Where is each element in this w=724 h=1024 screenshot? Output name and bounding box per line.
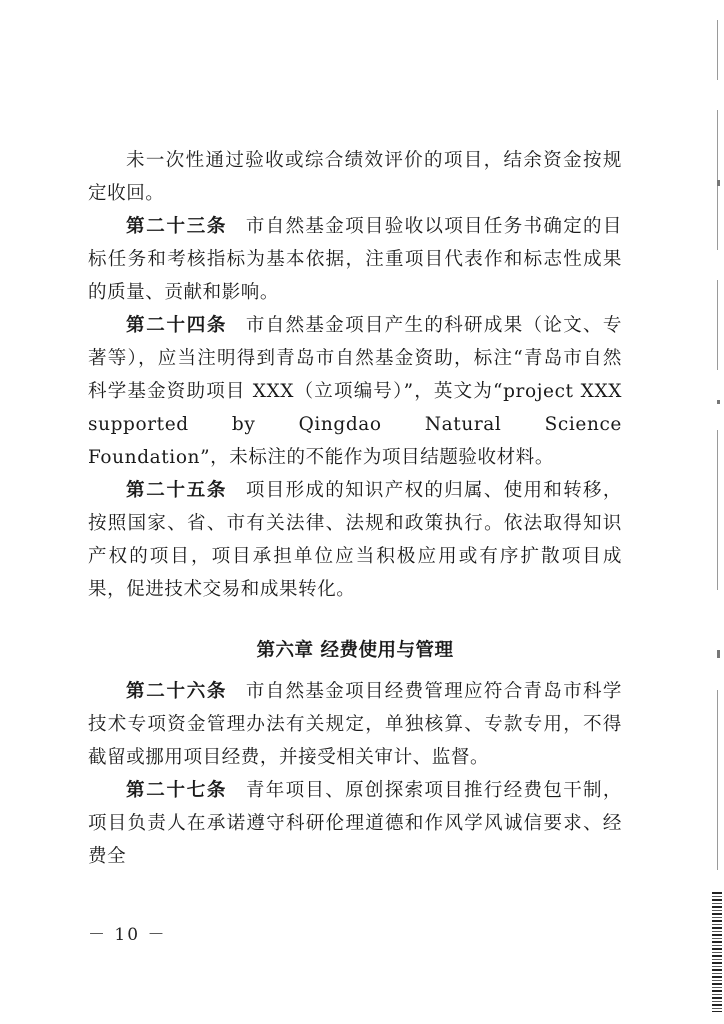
- scan-edge-artifact: [710, 0, 724, 1024]
- page-number: － 10 －: [88, 925, 167, 945]
- article-text: 市自然基金项目验收以项目任务书确定的目标任务和考核指标为基本依据，注重项目代表作和标志性成果的质量、贡献和影响。: [88, 216, 622, 303]
- article-text: 青年项目、原创探索项目推行经费包干制，项目负责人在承诺遵守科研伦理道德和作风学风诚信要求、经费全: [88, 780, 622, 867]
- article-text: 市自然基金项目产生的科研成果（论文、专著等），应当注明得到青岛市自然基金资助，标注“青岛市自然科学基金资助项目 XXX（立项编号）”，英文为“project XXX supported by Qingdao Natural Science Foundation”，未标注的不能作为项目结题验收材料。: [88, 315, 622, 468]
- article-number: 第二十六条: [126, 681, 228, 702]
- document-body: [88, 144, 622, 873]
- article-23: [88, 210, 622, 309]
- article-number: 第二十七条: [126, 780, 228, 801]
- paragraph-continuation: [88, 144, 622, 210]
- article-number: 第二十四条: [126, 315, 228, 336]
- article-number: 第二十三条: [126, 216, 228, 237]
- article-26: [88, 675, 622, 774]
- article-24: [88, 309, 622, 474]
- article-number: 第二十五条: [126, 480, 228, 501]
- article-27: [88, 774, 622, 873]
- article-25: [88, 474, 622, 606]
- article-text: 市自然基金项目经费管理应符合青岛市科学技术专项资金管理办法有关规定，单独核算、专款专用，不得截留或挪用项目经费，并接受相关审计、监督。: [88, 681, 622, 768]
- article-text: 项目形成的知识产权的归属、使用和转移，按照国家、省、市有关法律、法规和政策执行。依法取得知识产权的项目，项目承担单位应当积极应用或有序扩散项目成果，促进技术交易和成果转化。: [88, 480, 622, 600]
- chapter-title: 第六章 经费使用与管理: [256, 640, 454, 661]
- paragraph-text: 未一次性通过验收或综合绩效评价的项目，结余资金按规定收回。: [88, 150, 622, 204]
